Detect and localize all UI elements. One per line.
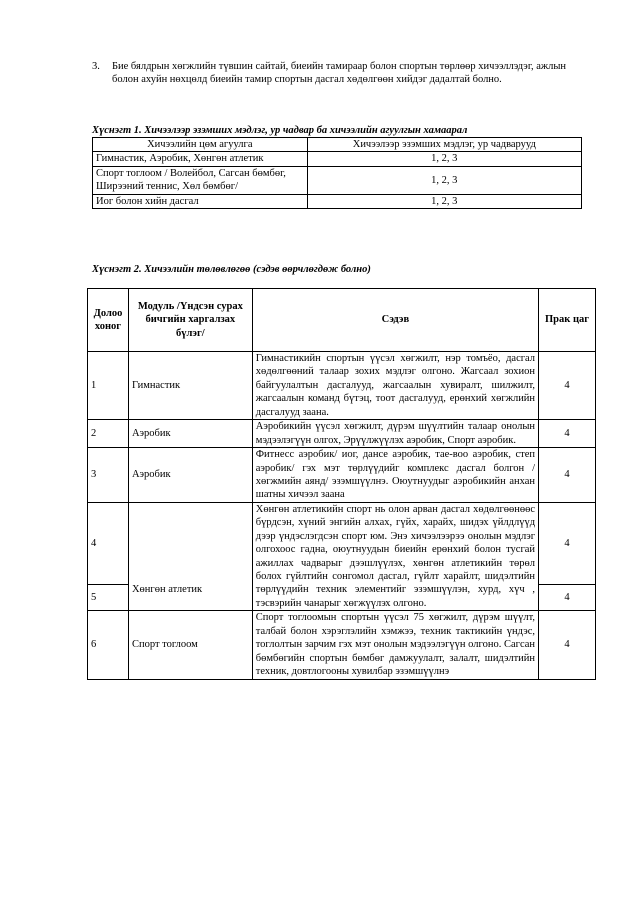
- week-cell: 6: [88, 611, 129, 679]
- week-cell: 5: [88, 584, 129, 611]
- module-header: Модуль /Үндсэн сурах бичгийн харгалзах бүлэг/: [128, 289, 252, 352]
- topic-header: Сэдэв: [252, 289, 538, 352]
- table-row: [88, 448, 596, 503]
- practice-cell: 4: [539, 448, 596, 503]
- table-row: [93, 152, 582, 166]
- content-cell: Иог болон хийн дасгал: [93, 194, 308, 208]
- table2-caption: Хүснэгт 2. Хичээлийн төлөвлөгөө (сэдэв өөрчлөгдөж болно): [92, 264, 371, 275]
- table-row: [88, 352, 596, 420]
- table-header-row: [88, 289, 596, 352]
- practice-cell: 4: [539, 420, 596, 448]
- list-item-3: [92, 60, 582, 87]
- practice-header: Прак цаг: [539, 289, 596, 352]
- content-cell: Спорт тоглоом / Волейбол, Сагсан бөмбөг, Ширээний теннис, Хөл бөмбөг/: [93, 166, 308, 194]
- module-cell: Аэробик: [128, 420, 252, 448]
- table1-caption: Хүснэгт 1. Хичээлээр эзэмших мэдлэг, ур чадвар ба хичээлийн агуулгын хамаарал: [92, 125, 468, 136]
- week-cell: 2: [88, 420, 129, 448]
- column-header: Хичээлийн цөм агуулга: [93, 138, 308, 152]
- table-row: [88, 611, 596, 679]
- week-cell: 4: [88, 502, 129, 584]
- topic-cell: Гимнастикийн спортын үүсэл хөгжилт, нэр томъёо, дасгал хөдөлгөөний талаар зохих мэдлэг олгоно. Жагсаал зохион байгуулалтын дасгалууд, жагсаалын хувиралт, шилжилт, жагсаалын команд бүтэц, тоот дасгалууд, ерөнхий хөгжлийн дасгалууд заана.: [252, 352, 538, 420]
- topic-cell: Фитнесс аэробик/ иог, дансе аэробик, тае-воо аэробик, степ аэробик/ гэх мэт төрлүүдийг комплекс дасгал болгон /хөгжмийн аянд/ эзэмшүүлнэ. Оюутнуудыг аэробикийн анхан шатны хичээл заана: [252, 448, 538, 503]
- table-row: [88, 420, 596, 448]
- topic-cell: Спорт тоглоомын спортын үүсэл 75 хөгжилт, дүрэм шүүлт, талбай болон хэрэглэлийн хэмжээ, техник тактикийн үндэс, тоглолтын зарчим гэх мэт онолын мэдээлэгүүн олгоно. Сагсан бөмбөгийн спортын бөмбөг дамжуулалт, залалт, шидэлтийн техник, довтлогооны хувилбар эзэмшүүлнэ: [252, 611, 538, 679]
- module-cell: Аэробик: [128, 448, 252, 503]
- column-header: Хичээлээр эзэмших мэдлэг, ур чадварууд: [307, 138, 581, 152]
- table-header-row: [93, 138, 582, 152]
- table-row: [93, 194, 582, 208]
- list-text: Бие бялдрын хөгжлийн түвшин сайтай, биеийн тамираар болон спортын төрлөөр хичээллэдэг, ажлын болон ахуйн нөхцөлд биеийн тамир спортын дасгал хөдөлгөөн хийдэг дадалтай болно.: [112, 61, 567, 86]
- module-cell: Хөнгөн атлетик: [128, 502, 252, 611]
- module-cell: Гимнастик: [128, 352, 252, 420]
- list-number: 3.: [92, 61, 100, 72]
- skills-cell: 1, 2, 3: [307, 166, 581, 194]
- week-cell: 1: [88, 352, 129, 420]
- skills-cell: 1, 2, 3: [307, 194, 581, 208]
- content-cell: Гимнастик, Аэробик, Хөнгөн атлетик: [93, 152, 308, 166]
- week-cell: 3: [88, 448, 129, 503]
- competency-table: [92, 137, 582, 209]
- topic-cell: Хөнгөн атлетикийн спорт нь олон арван дасгал хөдөлгөөнөөс бүрдсэн, хүний энгийн алхах, гүйх, харайх, шидэх үйлдлүүд дээр үндэслэгдсэн спорт юм. Энэ хичээлээрээ онолын мэдлэг олгохоос гадна, оюутнуудын биеийн ерөнхий болон тусгай ажиллах чадварыг дээшлүүлэх, хөнгөн атлетикийн төрөл болох гүйлтийн сонгомол дасгал, гүйлт харайлт, шидэлтийн төрлүүдийн техник элементийг эзэмшүүлэн, хурд, хүч , тэсвэрийн чанарыг хөгжүүлэх олгоно.: [252, 502, 538, 611]
- table-row: [93, 166, 582, 194]
- table-row: [88, 502, 596, 584]
- practice-cell: 4: [539, 611, 596, 679]
- week-header: Долоо хоног: [88, 289, 129, 352]
- practice-cell: 4: [539, 584, 596, 611]
- skills-cell: 1, 2, 3: [307, 152, 581, 166]
- topic-cell: Аэробикийн үүсэл хөгжилт, дүрэм шүүлтийн талаар онолын мэдээлэгүүн олгох, Эрүүлжүүлэх аэробик, Спорт аэробик.: [252, 420, 538, 448]
- practice-cell: 4: [539, 502, 596, 584]
- practice-cell: 4: [539, 352, 596, 420]
- module-cell: Спорт тоглоом: [128, 611, 252, 679]
- lesson-plan-table: [87, 288, 596, 680]
